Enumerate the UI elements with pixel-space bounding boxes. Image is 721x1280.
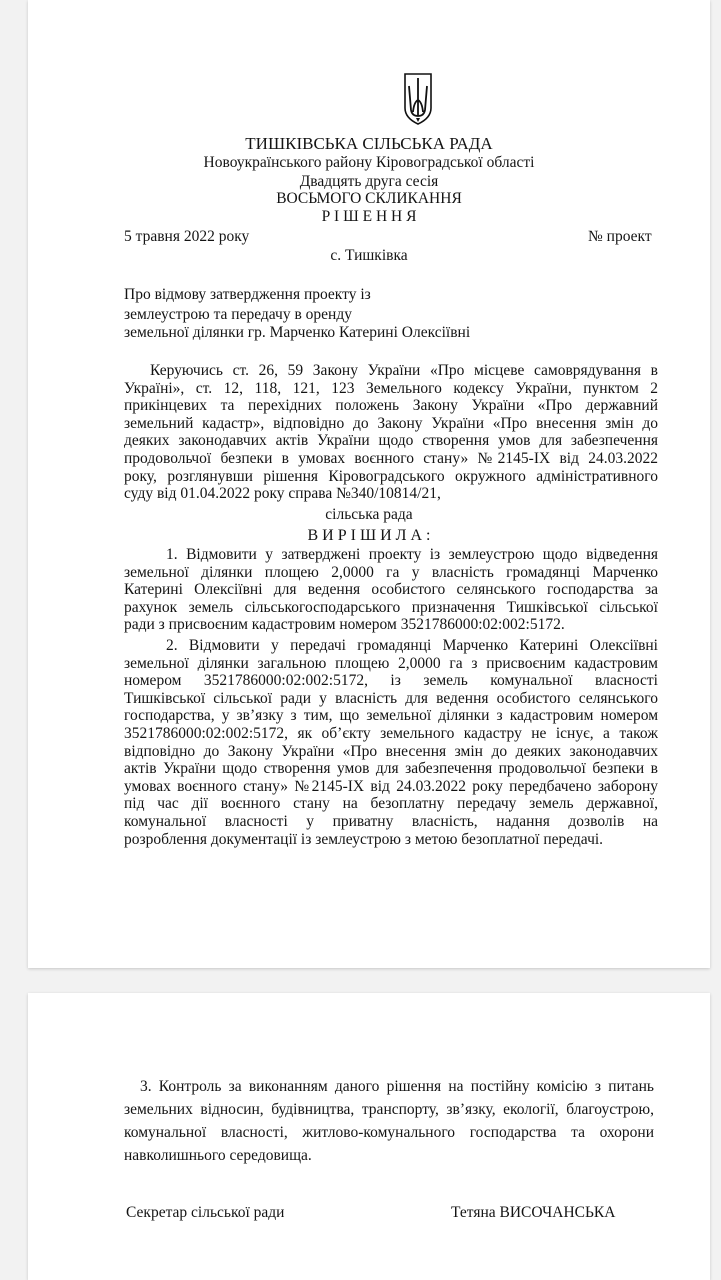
document-type: Р І Ш Е Н Н Я — [321, 208, 417, 225]
item-line: Катерині Олексіївні для ведення особистого селянського господарства за — [124, 581, 658, 599]
subject-line: землеустрою та передачу в оренду — [124, 306, 352, 323]
item-line: земельної ділянки загальною площею 2,0000 га з присвоєним кадастровим — [124, 654, 658, 672]
item-line: умовах воєнного стану» №2145-IX від 24.03.2022 року передбачено заборону — [124, 777, 658, 795]
signature-position: Секретар сільської ради — [126, 1204, 285, 1221]
subject-line: Про відмову затвердження проекту із — [124, 286, 371, 303]
item-line: 3521786000:02:002:5172, як об’єкту земельного кадастру не існує, а також — [124, 724, 658, 742]
subject-line: земельної ділянки гр. Марченко Катерині Олексіївні — [124, 324, 471, 341]
item-line: рахунок земель сільськогосподарського призначення Тишківської сільської — [124, 598, 658, 616]
item-line: 2. Відмовити у передачі громадянці Марченко Катерині Олексіївні — [166, 637, 658, 654]
preamble-line: року, розглянувши рішення Кіровоградського окружного адміністративного — [124, 467, 658, 485]
district-line: Новоукраїнського району Кіровоградської області — [203, 154, 535, 171]
convocation-line: ВОСЬМОГО СКЛИКАННЯ — [276, 190, 462, 207]
council-name: ТИШКІВСЬКА СІЛЬСЬКА РАДА — [245, 134, 493, 153]
session-line: Двадцять друга сесія — [299, 173, 439, 190]
preamble-line: деяких законодавчих актів України щодо створення умов для забезпечення — [124, 432, 658, 450]
place-line: с. Тишківка — [330, 247, 408, 264]
item-line: під час дії воєнного стану на безоплатну передачу земель державної, — [124, 795, 658, 813]
item-line: Тишківської сільської ради у власність для ведення особистого селянського — [124, 689, 658, 707]
preamble-line: прикінцевих та перехідних положень Закону України «Про державний — [124, 397, 658, 415]
item-line: 3. Контроль за виконанням даного рішення на постійну комісію з питань — [140, 1078, 654, 1095]
item-line: комунальної власності у приватну власність, надання дозволів на — [124, 812, 658, 830]
item-line: 1. Відмовити у затверджені проекту із землеустрою щодо відведення — [166, 546, 658, 563]
item-line: комунальної власності, житлово-комунального господарства та охорони — [124, 1124, 654, 1141]
preamble-line: суду від 01.04.2022 року справа №340/10814/21, — [124, 485, 441, 503]
tryzub-emblem-icon — [402, 72, 434, 126]
decision-item-2 — [124, 637, 658, 848]
item-line: відповідно до Закону України «Про внесення змін до деяких законодавчих — [124, 742, 658, 760]
item-line: господарства, у зв’язку з тим, що земельної ділянки з кадастровим номером — [124, 707, 658, 725]
item-line: земельних відносин, будівництва, транспорту, зв’язку, екології, благоустрою, — [124, 1101, 654, 1118]
preamble-line: земельний кадастр», відповідно до Закону України «Про внесення змін до — [124, 414, 658, 432]
item-line: земельної ділянки площею 2,0000 га у власність громадянці Марченко — [124, 563, 658, 581]
decision-item-3 — [124, 1075, 654, 1167]
item-line: номером 3521786000:02:002:5172, із земель комунальної власності — [124, 672, 658, 690]
item-line: актів України щодо створення умов для забезпечення продовольчої безпеки в — [124, 760, 658, 778]
council-label: сільська рада — [325, 506, 413, 523]
preamble-line: продовольчої безпеки в умовах воєнного стану» №2145-IX від 24.03.2022 — [124, 449, 658, 467]
document-page-1 — [28, 0, 710, 968]
item-line: навколишнього середовища. — [124, 1147, 312, 1164]
signature-name: Тетяна ВИСОЧАНСЬКА — [451, 1204, 616, 1221]
preamble-line: Україні», ст. 12, 118, 121, 123 Земельного кодексу України, пунктом 2 — [124, 379, 658, 397]
decided-heading: В И Р І Ш И Л А : — [307, 527, 431, 544]
document-page-2 — [28, 993, 710, 1280]
preamble-line: Керуючись ст. 26, 59 Закону України «Про місцеве самоврядування в — [150, 362, 658, 379]
decision-date: 5 травня 2022 року — [124, 228, 250, 245]
preamble-paragraph — [124, 362, 658, 503]
item-line: ради з присвоєним кадастровим номером 3521786000:02:002:5172. — [124, 616, 565, 634]
item-line: розроблення документації із землеустрою з метою безоплатної передачі. — [124, 830, 604, 848]
decision-item-1 — [124, 546, 658, 634]
decision-number: № проект — [588, 228, 652, 245]
